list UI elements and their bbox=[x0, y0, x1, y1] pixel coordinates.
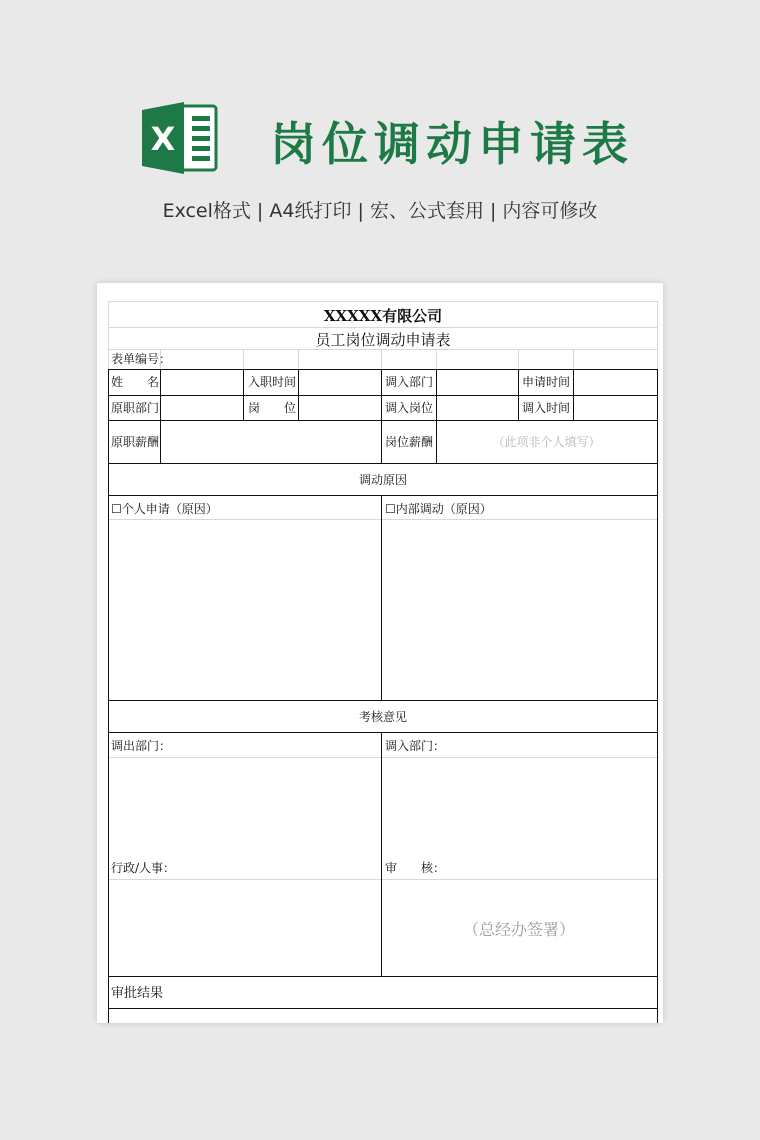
hire-time-label: 入职时间 bbox=[248, 375, 297, 389]
in-dept-review-label: 调入部门： bbox=[385, 739, 446, 753]
apply-time-label: 申请时间 bbox=[522, 375, 571, 389]
admin-hr-label: 行政/人事： bbox=[111, 861, 176, 875]
excel-logo-icon bbox=[140, 100, 220, 176]
out-dept-label: 调出部门： bbox=[111, 739, 172, 753]
orig-salary-label: 原职薪酬 bbox=[111, 435, 160, 449]
reason-header: 调动原因 bbox=[358, 473, 407, 487]
salary-note: （此项非个人填写） bbox=[492, 435, 601, 449]
header-subtitle: Excel格式 | A4纸打印 | 宏、公式套用 | 内容可修改 bbox=[162, 200, 598, 222]
approval-label: 审批结果 bbox=[111, 986, 164, 1001]
personal-reason-label: ☐个人申请（原因） bbox=[111, 502, 218, 516]
internal-reason-label: ☐内部调动（原因） bbox=[385, 502, 492, 516]
audit-label: 审 核： bbox=[385, 861, 446, 875]
position-salary-label: 岗位薪酬 bbox=[385, 435, 434, 449]
header-title: 岗位调动申请表 bbox=[270, 117, 634, 171]
review-header: 考核意见 bbox=[358, 710, 407, 724]
orig-dept-label: 原职部门 bbox=[111, 401, 160, 415]
form-no-label: 表单编号： bbox=[111, 352, 172, 366]
in-dept-label: 调入部门 bbox=[385, 375, 434, 389]
in-position-label: 调入岗位 bbox=[385, 401, 434, 415]
name-label: 姓 名 bbox=[111, 375, 160, 389]
position-label: 岗 位 bbox=[248, 401, 297, 415]
form-title: 员工岗位调动申请表 bbox=[315, 331, 451, 349]
gm-sign-note: （总经办签署） bbox=[462, 920, 575, 939]
form-sheet bbox=[97, 283, 663, 1023]
in-time-label: 调入时间 bbox=[522, 401, 571, 415]
excel-logo-letter: X bbox=[150, 120, 176, 158]
company-name: XXXXX有限公司 bbox=[323, 307, 443, 325]
